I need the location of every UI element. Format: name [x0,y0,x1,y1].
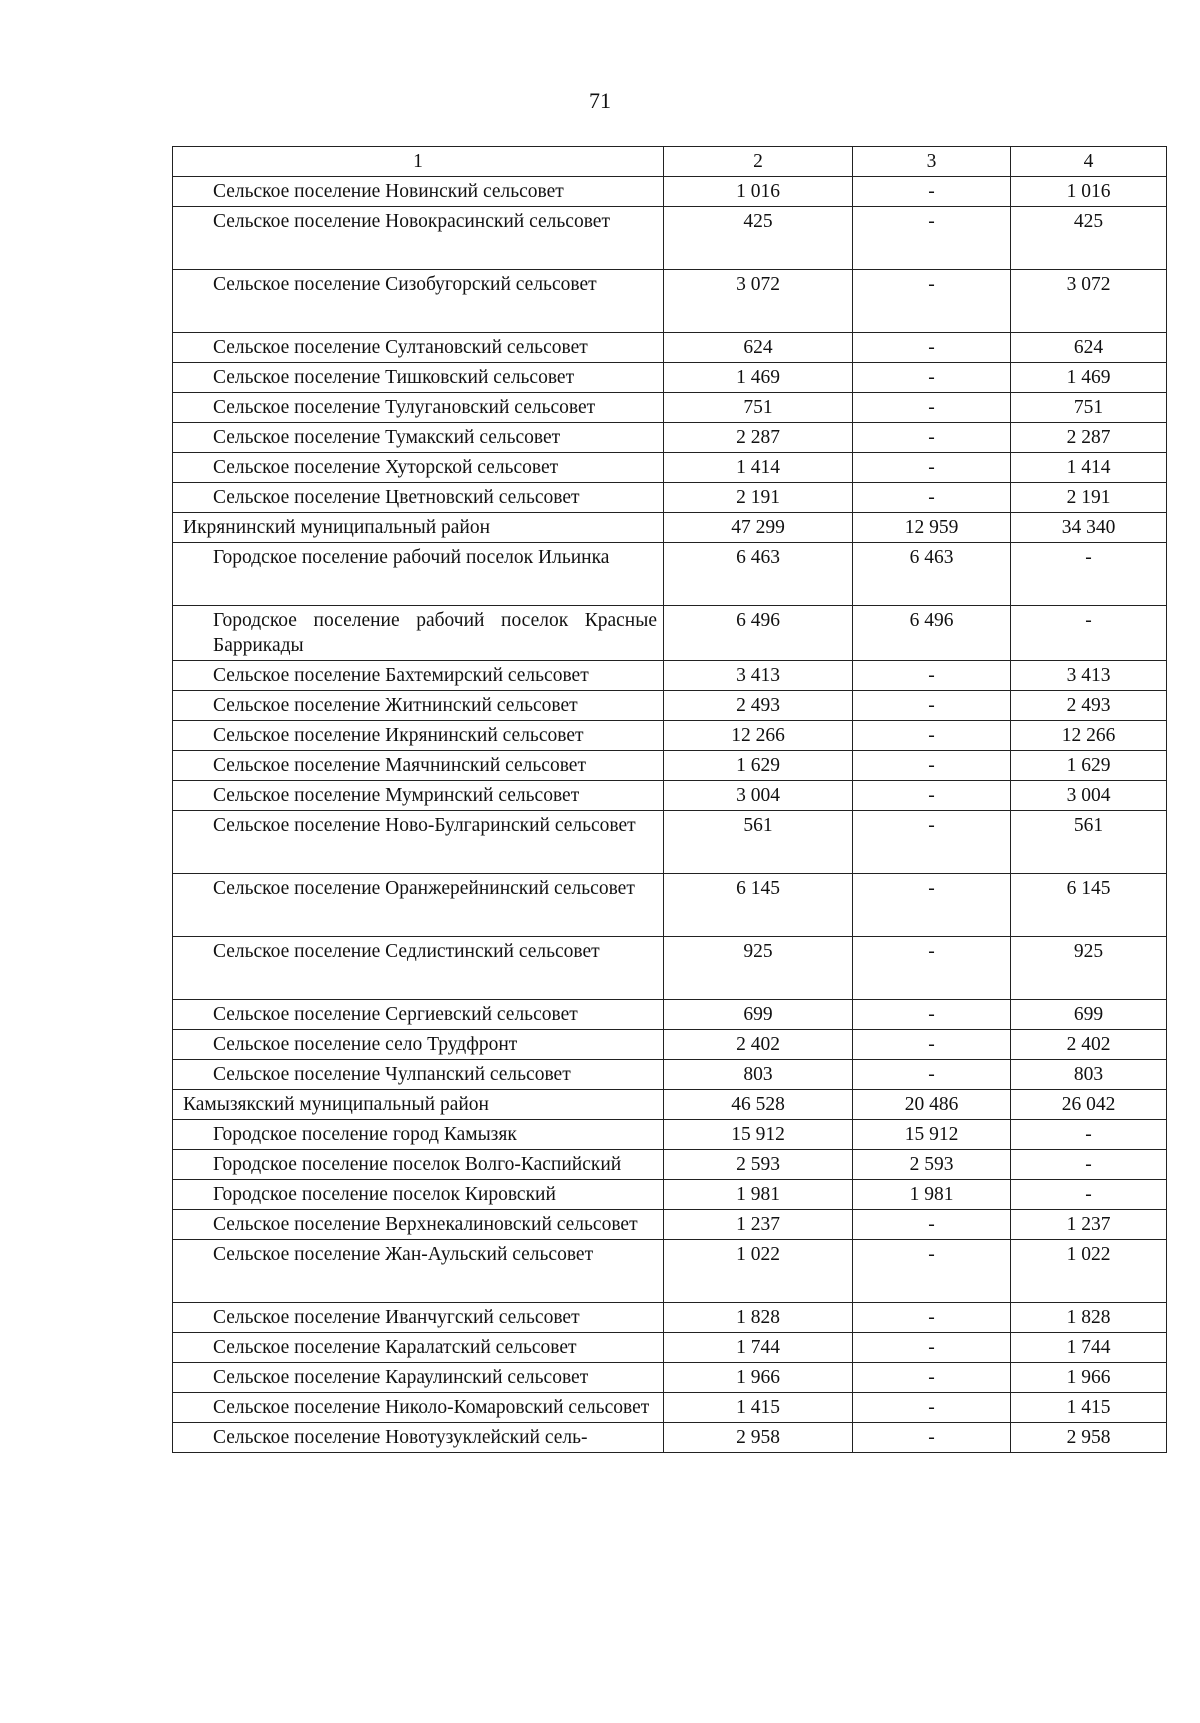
column-4-cell: - [1011,1120,1167,1150]
table-row [173,1030,1167,1060]
column-4-cell: 2 402 [1011,1030,1167,1060]
settlement-name-cell: Сельское поселение Султановский сельсовет [173,333,664,363]
column-4-cell: 2 191 [1011,483,1167,513]
settlement-name-cell: Сельское поселение Мумринский сельсовет [173,781,664,811]
column-4-cell: 3 004 [1011,781,1167,811]
settlement-name-cell: Сельское поселение Чулпанский сельсовет [173,1060,664,1090]
column-2-cell: 1 414 [664,453,853,483]
column-3-cell: - [853,1303,1011,1333]
table-body [173,177,1167,1453]
settlement-name-cell: Сельское поселение Верхнекалиновский сельсовет [173,1210,664,1240]
column-3-cell: - [853,1000,1011,1030]
settlement-name-cell: Икрянинский муниципальный район [173,513,664,543]
column-3-cell: 20 486 [853,1090,1011,1120]
column-4-cell: 2 958 [1011,1423,1167,1453]
column-3-cell: - [853,721,1011,751]
table-row [173,1060,1167,1090]
table-row [173,1303,1167,1333]
settlement-name-cell: Сельское поселение село Трудфронт [173,1030,664,1060]
column-2-cell: 1 469 [664,363,853,393]
table-row [173,423,1167,453]
district-row [173,1090,1167,1120]
district-row [173,513,1167,543]
column-2-cell: 1 415 [664,1393,853,1423]
column-4-cell: 3 072 [1011,270,1167,333]
column-3-cell: - [853,1363,1011,1393]
column-4-cell: 3 413 [1011,661,1167,691]
column-3-cell: - [853,1030,1011,1060]
table-row [173,661,1167,691]
settlement-name-cell: Городское поселение город Камызяк [173,1120,664,1150]
column-4-cell: 425 [1011,207,1167,270]
column-2-cell: 1 981 [664,1180,853,1210]
table-row [173,1120,1167,1150]
column-4-cell: 1 016 [1011,177,1167,207]
column-2-cell: 2 402 [664,1030,853,1060]
column-3-cell: - [853,363,1011,393]
column-2-cell: 6 463 [664,543,853,606]
table-row [173,207,1167,270]
settlement-name-cell: Сельское поселение Иванчугский сельсовет [173,1303,664,1333]
column-3-cell: 12 959 [853,513,1011,543]
table-row [173,721,1167,751]
column-2-cell: 1 629 [664,751,853,781]
table-row [173,1363,1167,1393]
table-row [173,1000,1167,1030]
table-row [173,1180,1167,1210]
table-row [173,1423,1167,1453]
column-2-cell: 1 237 [664,1210,853,1240]
column-header-4: 4 [1011,147,1167,177]
settlement-name-cell: Сельское поселение Маячнинский сельсовет [173,751,664,781]
column-4-cell: 1 629 [1011,751,1167,781]
column-3-cell: - [853,781,1011,811]
settlement-name-cell: Камызякский муниципальный район [173,1090,664,1120]
column-4-cell: 1 744 [1011,1333,1167,1363]
table-row [173,333,1167,363]
column-2-cell: 1 966 [664,1363,853,1393]
column-3-cell: - [853,483,1011,513]
column-3-cell: - [853,1393,1011,1423]
table-row [173,1210,1167,1240]
column-2-cell: 6 496 [664,606,853,661]
column-4-cell: 561 [1011,811,1167,874]
column-4-cell: 1 414 [1011,453,1167,483]
column-2-cell: 3 072 [664,270,853,333]
settlement-name-cell: Сельское поселение Тумакский сельсовет [173,423,664,453]
column-2-cell: 925 [664,937,853,1000]
column-2-cell: 561 [664,811,853,874]
column-4-cell: 1 828 [1011,1303,1167,1333]
table-row [173,606,1167,661]
settlement-name-cell: Сельское поселение Караулинский сельсовет [173,1363,664,1393]
column-2-cell: 2 191 [664,483,853,513]
settlement-name-cell: Сельское поселение Ново-Булгаринский сельсовет [173,811,664,874]
column-4-cell: - [1011,1180,1167,1210]
column-4-cell: 699 [1011,1000,1167,1030]
table-row [173,937,1167,1000]
column-4-cell: 1 237 [1011,1210,1167,1240]
column-2-cell: 47 299 [664,513,853,543]
settlement-name-cell: Сельское поселение Хуторской сельсовет [173,453,664,483]
column-4-cell: - [1011,606,1167,661]
settlement-name-cell: Городское поселение поселок Волго-Каспийский [173,1150,664,1180]
column-2-cell: 2 493 [664,691,853,721]
settlement-name-cell: Сельское поселение Бахтемирский сельсовет [173,661,664,691]
table-row [173,1333,1167,1363]
column-3-cell: - [853,207,1011,270]
settlement-name-cell: Городское поселение рабочий поселок Ильинка [173,543,664,606]
column-3-cell: - [853,811,1011,874]
table-row [173,543,1167,606]
settlement-name-cell: Сельское поселение Цветновский сельсовет [173,483,664,513]
table-row [173,874,1167,937]
settlement-name-cell: Сельское поселение Сизобугорский сельсовет [173,270,664,333]
column-2-cell: 699 [664,1000,853,1030]
settlement-name-cell: Сельское поселение Тулугановский сельсовет [173,393,664,423]
settlement-name-cell: Сельское поселение Новокрасинский сельсовет [173,207,664,270]
column-3-cell: - [853,393,1011,423]
budget-table [172,146,1167,1453]
column-2-cell: 1 828 [664,1303,853,1333]
column-4-cell: 6 145 [1011,874,1167,937]
column-3-cell: - [853,751,1011,781]
column-2-cell: 3 004 [664,781,853,811]
column-3-cell: - [853,1060,1011,1090]
settlement-name-cell: Сельское поселение Икрянинский сельсовет [173,721,664,751]
table-row [173,393,1167,423]
table-row [173,363,1167,393]
column-3-cell: 15 912 [853,1120,1011,1150]
column-4-cell: 751 [1011,393,1167,423]
table-row [173,781,1167,811]
column-2-cell: 6 145 [664,874,853,937]
table-row [173,1240,1167,1303]
column-4-cell: 803 [1011,1060,1167,1090]
column-3-cell: - [853,874,1011,937]
column-4-cell: 2 287 [1011,423,1167,453]
settlement-name-cell: Городское поселение рабочий поселок Красные Баррикады [173,606,664,661]
column-3-cell: - [853,937,1011,1000]
column-header-1: 1 [173,147,664,177]
table-row [173,751,1167,781]
table-row [173,811,1167,874]
settlement-name-cell: Сельское поселение Оранжерейнинский сельсовет [173,874,664,937]
column-3-cell: - [853,661,1011,691]
column-3-cell: - [853,333,1011,363]
table-row [173,177,1167,207]
settlement-name-cell: Сельское поселение Новотузуклейский сель- [173,1423,664,1453]
column-3-cell: - [853,1423,1011,1453]
column-2-cell: 1 022 [664,1240,853,1303]
column-3-cell: - [853,177,1011,207]
column-4-cell: 925 [1011,937,1167,1000]
column-3-cell: 1 981 [853,1180,1011,1210]
column-header-2: 2 [664,147,853,177]
column-3-cell: 6 496 [853,606,1011,661]
column-2-cell: 3 413 [664,661,853,691]
column-4-cell: 1 415 [1011,1393,1167,1423]
column-3-cell: 2 593 [853,1150,1011,1180]
column-4-cell: 1 966 [1011,1363,1167,1393]
table-row [173,483,1167,513]
column-4-cell: 12 266 [1011,721,1167,751]
column-2-cell: 425 [664,207,853,270]
column-2-cell: 751 [664,393,853,423]
column-4-cell: - [1011,543,1167,606]
column-3-cell: - [853,1210,1011,1240]
column-3-cell: - [853,1240,1011,1303]
column-2-cell: 2 287 [664,423,853,453]
settlement-name-cell: Сельское поселение Жан-Аульский сельсовет [173,1240,664,1303]
settlement-name-cell: Сельское поселение Новинский сельсовет [173,177,664,207]
column-4-cell: 26 042 [1011,1090,1167,1120]
column-4-cell: 1 469 [1011,363,1167,393]
column-2-cell: 1 744 [664,1333,853,1363]
table-row [173,270,1167,333]
page-number: 71 [589,88,611,113]
settlement-name-cell: Сельское поселение Житнинский сельсовет [173,691,664,721]
column-2-cell: 15 912 [664,1120,853,1150]
table-row [173,1150,1167,1180]
column-3-cell: - [853,691,1011,721]
column-3-cell: - [853,1333,1011,1363]
column-2-cell: 624 [664,333,853,363]
settlement-name-cell: Сельское поселение Сергиевский сельсовет [173,1000,664,1030]
column-3-cell: - [853,423,1011,453]
column-4-cell: - [1011,1150,1167,1180]
table-header-row [173,147,1167,177]
column-header-3: 3 [853,147,1011,177]
column-3-cell: - [853,453,1011,483]
settlement-name-cell: Сельское поселение Николо-Комаровский сельсовет [173,1393,664,1423]
settlement-name-cell: Сельское поселение Тишковский сельсовет [173,363,664,393]
column-3-cell: 6 463 [853,543,1011,606]
settlement-name-cell: Городское поселение поселок Кировский [173,1180,664,1210]
column-2-cell: 2 593 [664,1150,853,1180]
column-2-cell: 803 [664,1060,853,1090]
column-4-cell: 624 [1011,333,1167,363]
settlement-name-cell: Сельское поселение Каралатский сельсовет [173,1333,664,1363]
column-2-cell: 1 016 [664,177,853,207]
column-2-cell: 2 958 [664,1423,853,1453]
table-row [173,691,1167,721]
table-row [173,453,1167,483]
column-2-cell: 12 266 [664,721,853,751]
column-4-cell: 34 340 [1011,513,1167,543]
column-2-cell: 46 528 [664,1090,853,1120]
column-3-cell: - [853,270,1011,333]
column-4-cell: 1 022 [1011,1240,1167,1303]
column-4-cell: 2 493 [1011,691,1167,721]
settlement-name-cell: Сельское поселение Седлистинский сельсовет [173,937,664,1000]
table-row [173,1393,1167,1423]
